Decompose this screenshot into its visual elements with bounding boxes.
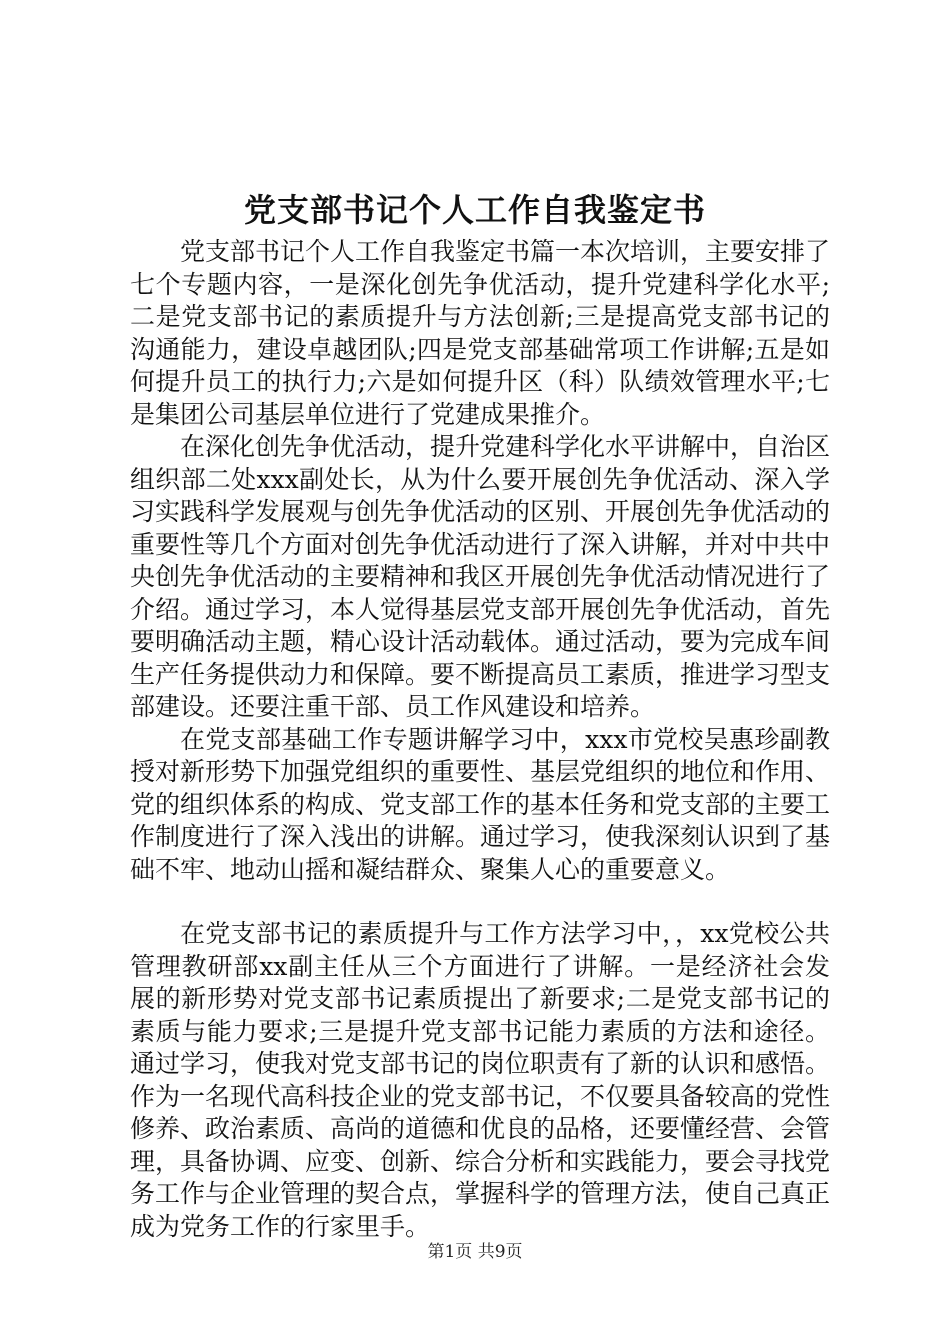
- document-title: 党支部书记个人工作自我鉴定书: [243, 191, 706, 229]
- paragraph: 党支部书记个人工作自我鉴定书篇一本次培训，主要安排了七个专题内容，一是深化创先争优活动，提升党建科学化水平;二是党支部书记的素质提升与方法创新;三是提高党支部书记的沟通能力，建设卓越团队;四是党支部基础常项工作讲解;五是如何提升员工的执行力;六是如何提升区（科）队绩效管理水平;七是集团公司基层单位进行了党建成果推介。: [130, 237, 831, 429]
- paragraph: 在党支部基础工作专题讲解学习中，xxx市党校吴惠珍副教授对新形势下加强党组织的重要性、基层党组织的地位和作用、党的组织体系的构成、党支部工作的基本任务和党支部的主要工作制度进行了深入浅出的讲解。通过学习，使我深刻认识到了基础不牢、地动山摇和凝结群众、聚集人心的重要意义。: [130, 724, 831, 884]
- page-footer: [0, 1240, 950, 1264]
- document-body: [130, 236, 830, 1243]
- paragraph: 在党支部书记的素质提升与工作方法学习中，，xx党校公共管理教研部xx副主任从三个方面进行了讲解。一是经济社会发展的新形势对党支部书记素质提出了新要求;二是党支部书记的素质与能力要求;三是提升党支部书记能力素质的方法和途径。通过学习，使我对党支部书记的岗位职责有了新的认识和感悟。作为一名现代高科技企业的党支部书记，不仅要具备较高的党性修养、政治素质、高尚的道德和优良的品格，还要懂经营、会管理，具备协调、应变、创新、综合分析和实践能力，要会寻找党务工作与企业管理的契合点，掌握科学的管理方法，使自己真正成为党务工作的行家里手。: [130, 919, 831, 1241]
- paragraph: 在深化创先争优活动，提升党建科学化水平讲解中，自治区组织部二处xxx副处长，从为什么要开展创先争优活动、深入学习实践科学发展观与创先争优活动的区别、开展创先争优活动的重要性等几个方面对创先争优活动进行了深入讲解，并对中共中央创先争优活动的主要精神和我区开展创先争优活动情况进行了介绍。通过学习，本人觉得基层党支部开展创先争优活动，首先要明确活动主题，精心设计活动载体。通过活动，要为完成车间生产任务提供动力和保障。要不断提高员工素质，推进学习型支部建设。还要注重干部、员工作风建设和培养。: [130, 432, 831, 721]
- page-number: 第1页 共9页: [427, 1242, 523, 1262]
